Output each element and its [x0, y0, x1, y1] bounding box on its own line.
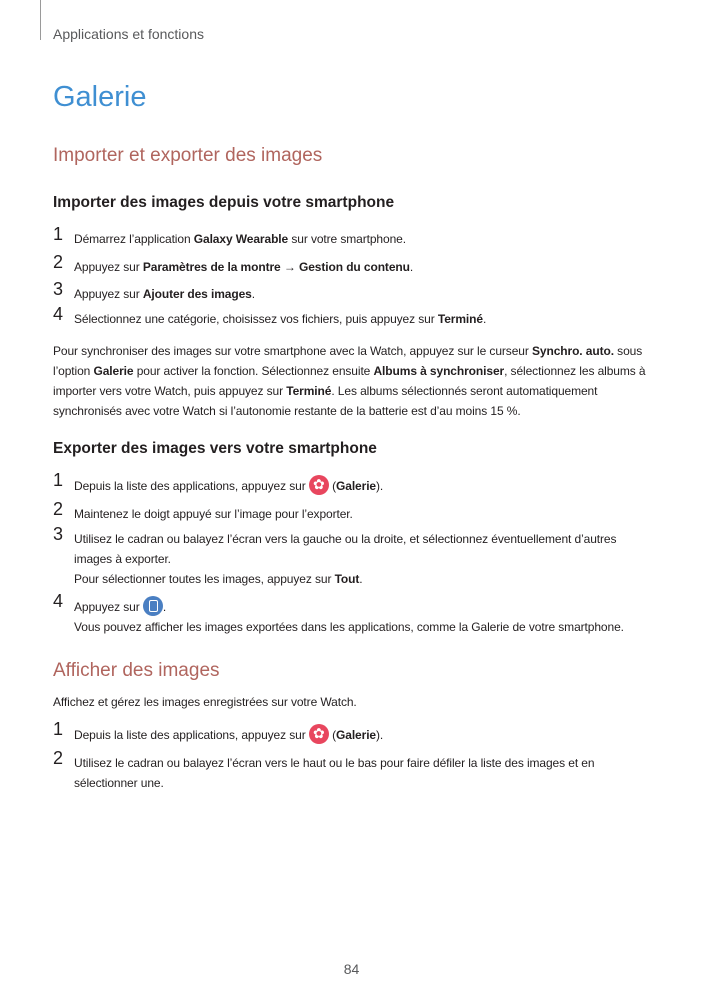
- import-step-1: 1 Démarrez l’application Galaxy Wearable sur votre smartphone.: [53, 224, 406, 246]
- view-intro: Affichez et gérez les images enregistrées sur votre Watch.: [53, 695, 357, 709]
- gallery-app-icon: [309, 724, 329, 744]
- step-number: 3: [53, 279, 64, 299]
- step-number: 1: [53, 719, 64, 739]
- step-number: 2: [53, 252, 64, 272]
- section-heading-view: Afficher des images: [53, 660, 220, 681]
- subheading-import: Importer des images depuis votre smartphone: [53, 194, 395, 211]
- subheading-export: Exporter des images vers votre smartphone: [53, 440, 377, 457]
- step-number: 4: [53, 591, 64, 611]
- page-number: 84: [343, 961, 360, 977]
- import-step-4: 4 Sélectionnez une catégorie, choisissez vos fichiers, puis appuyez sur Terminé.: [53, 304, 487, 326]
- export-step-3: 3 Utilisez le cadran ou balayez l’écran vers la gauche ou la droite, et sélectionnez éventuellement d’autres images à exporter. Pour sélectionner toutes les images, appuyez sur Tout.: [53, 524, 617, 586]
- step-number: 1: [53, 224, 64, 244]
- step-number: 1: [53, 470, 64, 490]
- step-number: 3: [53, 524, 64, 544]
- export-icon: [143, 596, 163, 616]
- view-step-2: 2 Utilisez le cadran ou balayez l’écran vers le haut ou le bas pour faire défiler la liste des images et en sélectionner une.: [53, 748, 595, 790]
- page-title: Galerie: [53, 81, 147, 113]
- view-step-1: 1 Depuis la liste des applications, appuyez sur ✿ (Galerie).: [53, 724, 653, 745]
- section-header: Applications et fonctions: [53, 26, 204, 42]
- step-number: 2: [53, 748, 64, 768]
- import-step-2: 2 Appuyez sur Paramètres de la montre → Gestion du contenu.: [53, 252, 414, 274]
- sync-paragraph: Pour synchroniser des images sur votre smartphone avec la Watch, appuyez sur le curseur Synchro. auto. sous l’option Galerie pour activer la fonction. Sélectionnez ensuite Albums à synchroniser, sélectionnez les albums à importer vers votre Watch, puis appuyez sur Terminé. Les albums sélectionnés seront automatiquement synchronisés avec votre Watch si l’autonomie restante de la batterie est d’au moins 15 %.: [53, 344, 646, 418]
- export-step-2: 2 Maintenez le doigt appuyé sur l’image pour l’exporter.: [53, 499, 353, 521]
- gallery-app-icon: [309, 475, 329, 495]
- import-step-3: 3 Appuyez sur Ajouter des images.: [53, 279, 255, 301]
- export-step-4: 4 Appuyez sur . Vous pouvez afficher les images exportées dans les applications, comme la Galerie de votre smartphone.: [53, 591, 624, 634]
- step-number: 2: [53, 499, 64, 519]
- step-number: 4: [53, 304, 64, 324]
- export-step-1: 1 Depuis la liste des applications, appuyez sur ✿ (Galerie).: [53, 475, 653, 496]
- section-heading-import-export: Importer et exporter des images: [53, 145, 323, 166]
- header-divider: [40, 0, 41, 40]
